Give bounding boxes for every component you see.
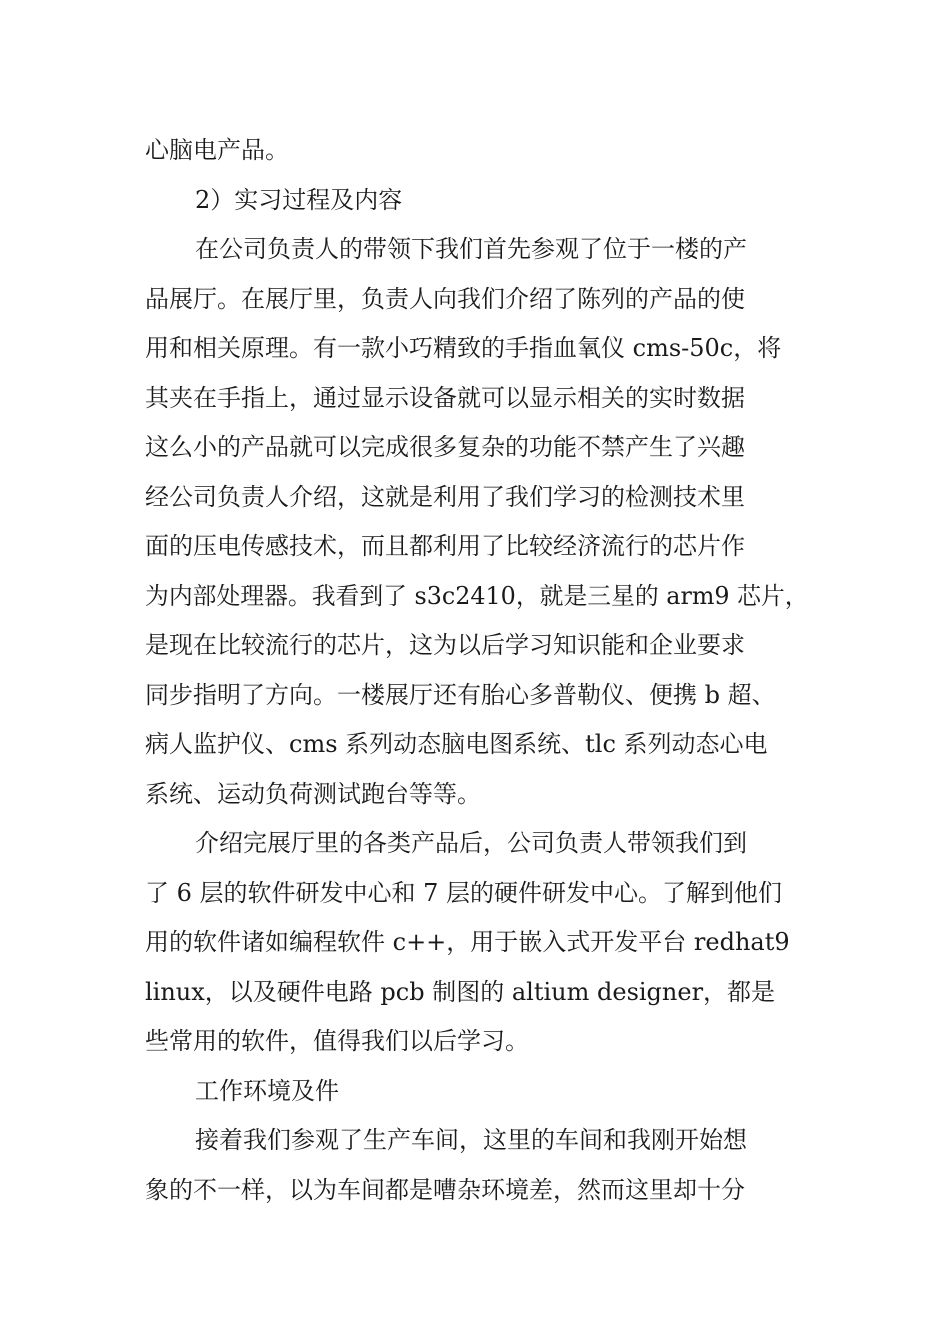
text-line: 在公司负责人的带领下我们首先参观了位于一楼的产 <box>195 235 747 263</box>
text-line: 介绍完展厅里的各类产品后，公司负责人带领我们到 <box>195 829 747 857</box>
text-line: 工作环境及件 <box>195 1076 339 1105</box>
text-line: 2）实习过程及内容 <box>195 185 403 214</box>
text-line: 心脑电产品。 <box>145 136 289 164</box>
text-line: 系统、运动负荷测试跑台等等。 <box>145 779 481 808</box>
text-line: 同步指明了方向。一楼展厅还有胎心多普勒仪、便携 b 超、 <box>145 680 776 709</box>
text-line: 是现在比较流行的芯片，这为以后学习知识能和企业要求 <box>145 631 745 659</box>
text-line: 了 6 层的软件研发中心和 7 层的硬件研发中心。了解到他们 <box>145 878 783 907</box>
text-line: 这么小的产品就可以完成很多复杂的功能不禁产生了兴趣 <box>145 433 745 461</box>
text-line: 面的压电传感技术，而且都利用了比较经济流行的芯片作 <box>145 532 745 560</box>
text-line: 为内部处理器。我看到了 s3c2410，就是三星的 arm9 芯片， <box>145 581 809 610</box>
text-line: 象的不一样，以为车间都是嘈杂环境差，然而这里却十分 <box>145 1175 745 1204</box>
text-line: 品展厅。在展厅里，负责人向我们介绍了陈列的产品的使 <box>145 284 745 313</box>
text-line: 接着我们参观了生产车间，这里的车间和我刚开始想 <box>195 1126 747 1154</box>
text-line: 病人监护仪、cms 系列动态脑电图系统、tlc 系列动态心电 <box>145 730 768 758</box>
document-body <box>145 126 809 1215</box>
text-line: 些常用的软件，值得我们以后学习。 <box>145 1027 529 1055</box>
text-line: linux，以及硬件电路 pcb 制图的 altium designer，都是 <box>145 977 776 1006</box>
text-line: 用的软件诸如编程软件 c++，用于嵌入式开发平台 redhat9 <box>145 928 790 956</box>
text-line: 经公司负责人介绍，这就是利用了我们学习的检测技术里 <box>145 482 745 511</box>
text-line: 用和相关原理。有一款小巧精致的手指血氧仪 cms-50c，将 <box>145 334 782 362</box>
text-line: 其夹在手指上，通过显示设备就可以显示相关的实时数据 <box>145 383 745 412</box>
